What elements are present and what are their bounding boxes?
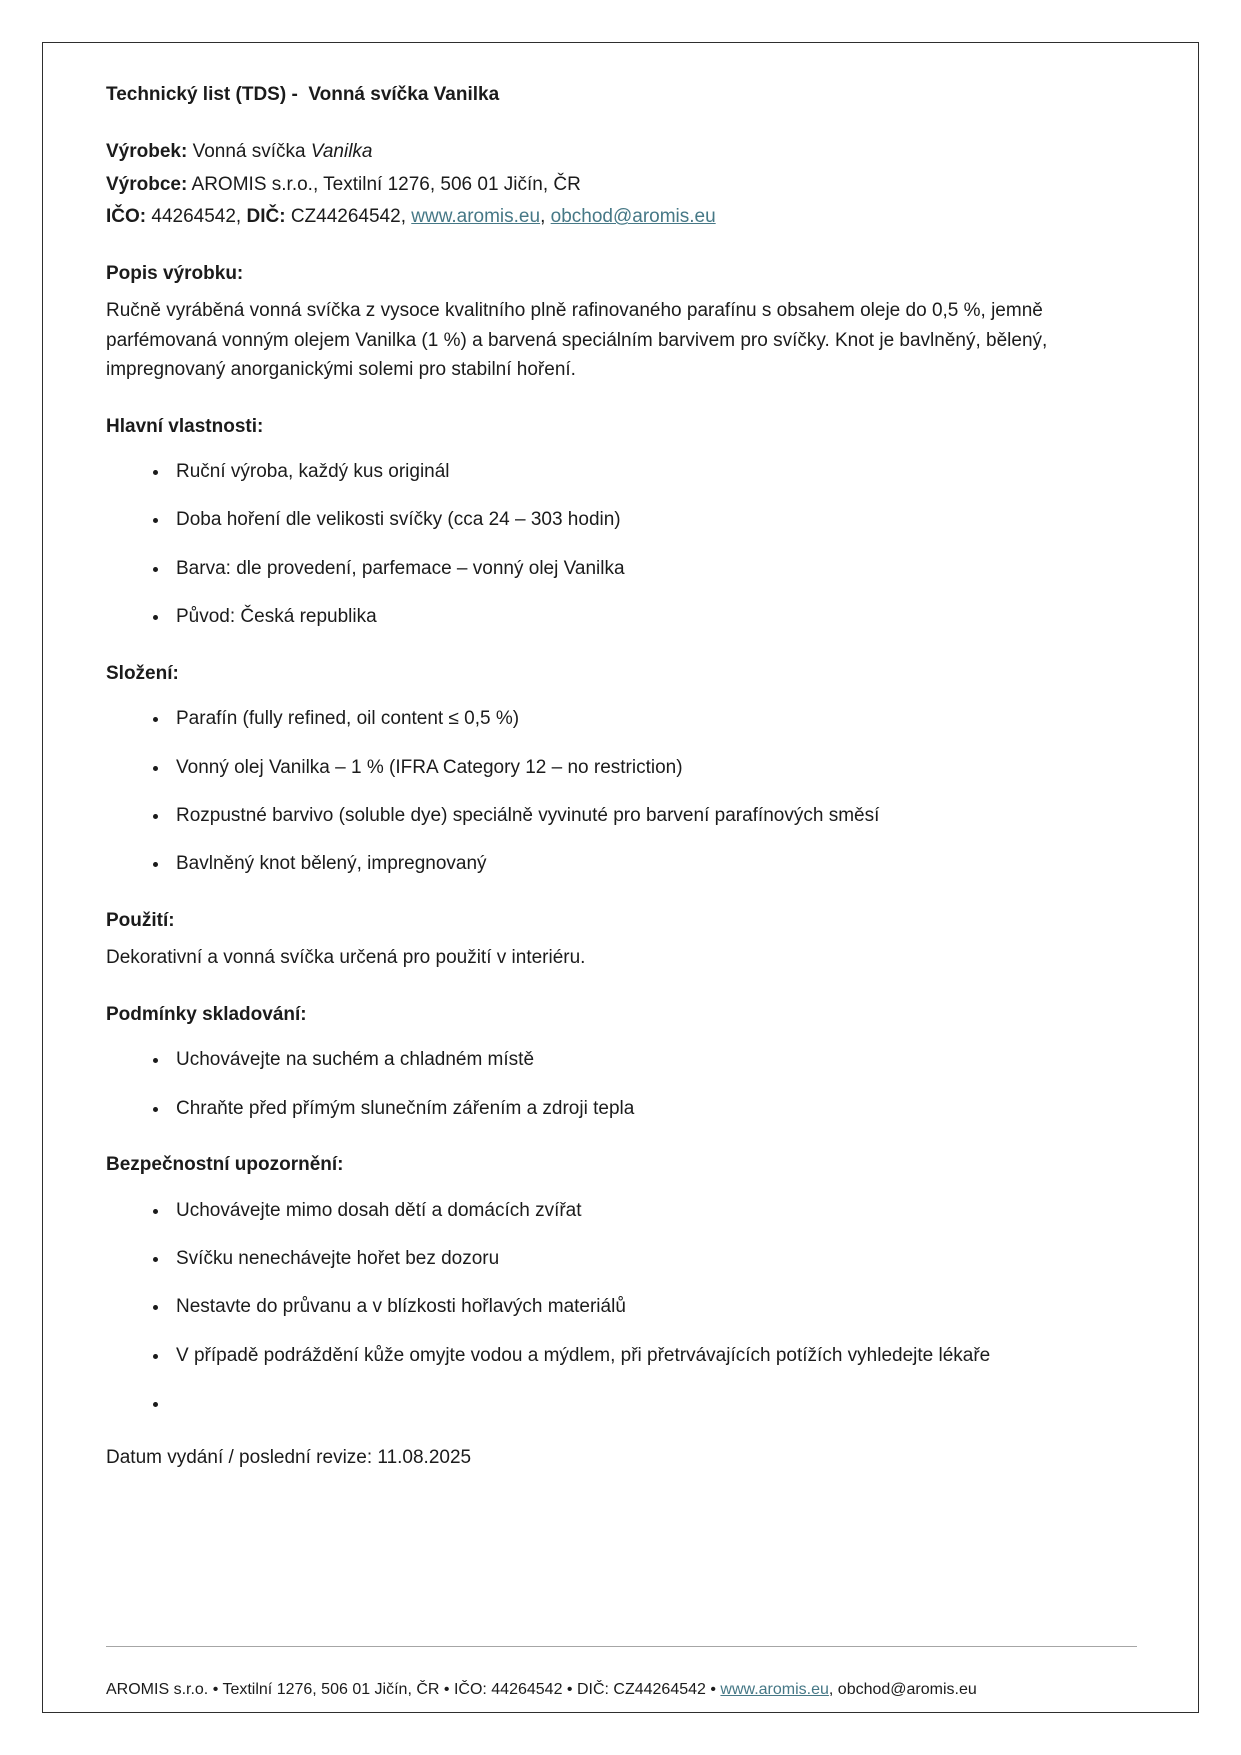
section-heading-usage: Použití:	[106, 909, 175, 931]
section-heading-safety: Bezpečnostní upozornění:	[106, 1154, 344, 1176]
manufacturer-value: AROMIS s.r.o., Textilní 1276, 506 01 Jičín, ČR	[187, 173, 581, 195]
list-item: • Vonný olej Vanilka – 1 % (IFRA Category 12 – no restriction)	[170, 753, 1137, 782]
description-body: Ručně vyráběná vonná svíčka z vysoce kvalitního plně rafinovaného parafínu s obsahem oleje do 0,5 %, jemně parfémovaná vonným olejem Vanilka (1 %) a barvená speciálním barvivem pro svíčky. Knot je bavlněný, bělený, impregnovaný anorganickými solemi pro stabilní hoření.	[106, 300, 1048, 381]
registration-line	[106, 202, 1137, 231]
list-item: • Barva: dle provedení, parfemace – vonný olej Vanilka	[170, 554, 1137, 583]
list-item: • Původ: Česká republika	[170, 602, 1137, 631]
section-heading-description: Popis výrobku:	[106, 262, 244, 284]
footer-link-separator: ,	[828, 1681, 838, 1698]
link-separator: ,	[540, 206, 551, 228]
product-line	[106, 137, 1137, 166]
list-item: • Parafín (fully refined, oil content ≤ 0,5 %)	[170, 704, 1137, 733]
list-item: • Ruční výroba, každý kus originál	[170, 457, 1137, 486]
section-heading-main-features: Hlavní vlastnosti:	[106, 415, 264, 437]
list-item: • V případě podráždění kůže omyjte vodou a mýdlem, při přetrvávajících potížích vyhledejte lékaře	[170, 1341, 1137, 1370]
section-heading-storage: Podmínky skladování:	[106, 1003, 307, 1025]
list-item: • Rozpustné barvivo (soluble dye) speciálně vyvinuté pro barvení parafínových směsí	[170, 801, 1137, 830]
composition-list	[106, 704, 1137, 879]
revision-date-line: Datum vydání / poslední revize: 11.08.2025	[106, 1446, 472, 1468]
section-heading-composition: Složení:	[106, 662, 179, 684]
website-link[interactable]: www.aromis.eu	[411, 206, 541, 228]
product-name-italic: Vanilka	[310, 141, 373, 163]
safety-list	[106, 1196, 1137, 1419]
list-item: • Chraňte před přímým slunečním zářením a zdroji tepla	[170, 1094, 1137, 1123]
dic-value: CZ44264542,	[285, 206, 412, 228]
list-item-empty	[170, 1389, 1137, 1418]
document-content	[106, 80, 1137, 1472]
product-label: Výrobek:	[106, 141, 188, 163]
main-features-list	[106, 457, 1137, 632]
product-value: Vonná svíčka	[187, 141, 311, 163]
email-link[interactable]: obchod@aromis.eu	[550, 206, 716, 228]
storage-list	[106, 1045, 1137, 1123]
list-item: • Svíčku nenechávejte hořet bez dozoru	[170, 1244, 1137, 1273]
footer-email-text: obchod@aromis.eu	[837, 1681, 977, 1698]
list-item: • Nestavte do průvanu a v blízkosti hořlavých materiálů	[170, 1292, 1137, 1321]
list-item: • Bavlněný knot bělený, impregnovaný	[170, 849, 1137, 878]
footer-company-text: AROMIS s.r.o. • Textilní 1276, 506 01 Jičín, ČR • IČO: 44264542 • DIČ: CZ44264542 •	[106, 1681, 721, 1698]
dic-label: DIČ:	[246, 206, 286, 228]
list-item: • Uchovávejte mimo dosah dětí a domácích zvířat	[170, 1196, 1137, 1225]
document-title: Technický list (TDS) - Vonná svíčka Vanilka	[106, 84, 500, 105]
usage-body: Dekorativní a vonná svíčka určená pro použití v interiéru.	[106, 947, 586, 969]
ico-label: IČO:	[106, 206, 147, 228]
manufacturer-line	[106, 170, 1137, 199]
footer-website-link[interactable]: www.aromis.eu	[720, 1681, 829, 1698]
list-item: • Doba hoření dle velikosti svíčky (cca 24 – 303 hodin)	[170, 505, 1137, 534]
ico-value: 44264542,	[146, 206, 247, 228]
document-footer	[106, 1646, 1137, 1701]
manufacturer-label: Výrobce:	[106, 173, 188, 195]
list-item: • Uchovávejte na suchém a chladném místě	[170, 1045, 1137, 1074]
